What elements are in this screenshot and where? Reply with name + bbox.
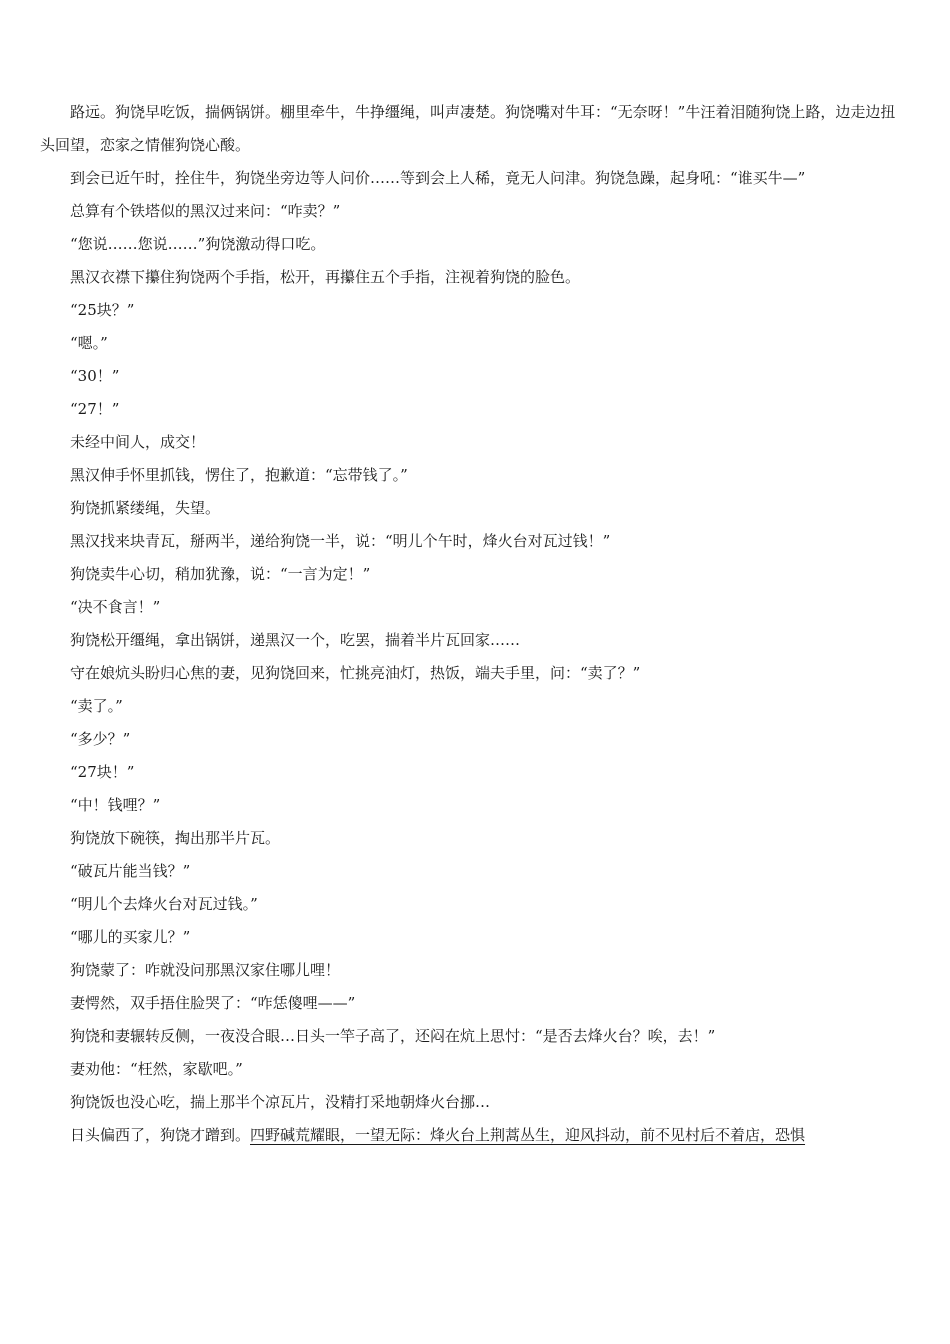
paragraph: 妻愕然，双手捂住脸哭了：“咋恁傻哩——” <box>70 994 356 1012</box>
paragraph: “破瓦片能当钱？” <box>70 862 191 880</box>
paragraph: “30！” <box>70 367 120 385</box>
paragraph: “决不食言！” <box>70 598 161 616</box>
paragraph: 狗饶放下碗筷，掏出那半片瓦。 <box>70 829 281 847</box>
story-text <box>40 96 906 1152</box>
paragraph: “您说……您说……”狗饶激动得口吃。 <box>70 235 326 253</box>
paragraph: 狗饶饭也没心吃，揣上那半个凉瓦片，没精打采地朝烽火台挪… <box>70 1093 491 1111</box>
paragraph: “中！钱哩？” <box>70 796 161 814</box>
paragraph: “27！” <box>70 400 120 418</box>
paragraph: 守在娘炕头盼归心焦的妻，见狗饶回来，忙挑亮油灯，热饭，端夫手里，问：“卖了？” <box>70 664 641 682</box>
paragraph: 狗饶松开缰绳，拿出锅饼，递黑汉一个，吃罢，揣着半片瓦回家…… <box>70 631 521 649</box>
paragraph: “多少？” <box>70 730 131 748</box>
paragraph: 妻劝他：“枉然，家歇吧。” <box>70 1060 243 1078</box>
paragraph: “哪儿的买家儿？” <box>70 928 191 946</box>
last-paragraph-plain: 日头偏西了，狗饶才蹭到。 <box>70 1126 251 1144</box>
paragraph: 未经中间人，成交！ <box>70 433 206 451</box>
paragraph: 狗饶蒙了：咋就没问那黑汉家住哪儿哩！ <box>70 961 341 979</box>
paragraph: 狗饶抓紧缕绳，失望。 <box>70 499 221 517</box>
paragraph: “27块！” <box>70 763 135 781</box>
paragraph: 黑汉伸手怀里抓钱，愣住了，抱歉道：“忘带钱了。” <box>70 466 408 484</box>
paragraph: “卖了。” <box>70 697 123 715</box>
paragraph: 黑汉找来块青瓦，掰两半，递给狗饶一半，说：“明儿个午时，烽火台对瓦过钱！” <box>70 532 611 550</box>
last-paragraph <box>40 1119 906 1152</box>
underlined-passage: 四野碱荒耀眼，一望无际：烽火台上荆蒿丛生，迎风抖动，前不见村后不着店，恐惧 <box>250 1126 806 1144</box>
paragraph: 狗饶和妻辗转反侧，一夜没合眼…日头一竿子高了，还闷在炕上思忖：“是否去烽火台？唉，去！” <box>70 1027 716 1045</box>
paragraph: 到会已近午时，拴住牛，狗饶坐旁边等人问价……等到会上人稀，竟无人问津。狗饶急躁，起身吼：“谁买牛—” <box>70 169 806 187</box>
paragraph: 黑汉衣襟下攥住狗饶两个手指，松开，再攥住五个手指，注视着狗饶的脸色。 <box>70 268 581 286</box>
paragraph: 总算有个铁塔似的黑汉过来问：“咋卖？” <box>70 202 341 220</box>
paragraph: “明儿个去烽火台对瓦过钱。” <box>70 895 258 913</box>
paragraph: “25块？” <box>70 301 135 319</box>
paragraph: 路远。狗饶早吃饭，揣俩锅饼。棚里牵牛，牛挣缰绳，叫声凄楚。狗饶嘴对牛耳：“无奈呀！”牛汪着泪随狗饶上路，边走边扭头回望，恋家之情催狗饶心酸。 <box>40 103 896 154</box>
paragraph: 狗饶卖牛心切，稍加犹豫，说：“一言为定！” <box>70 565 371 583</box>
paragraph: “嗯。” <box>70 334 108 352</box>
